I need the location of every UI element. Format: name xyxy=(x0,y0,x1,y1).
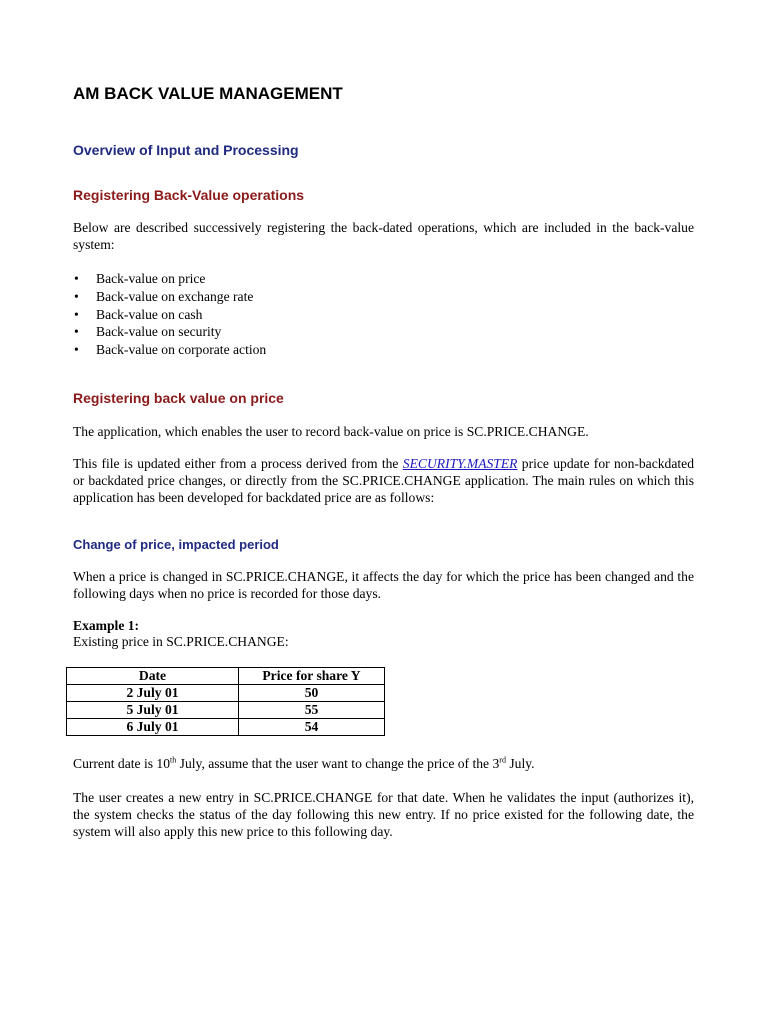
table-cell-price: 54 xyxy=(239,719,385,736)
back-value-list xyxy=(73,270,266,359)
intro-paragraph: Below are described successively registering the back-dated operations, which are included in the back-value system: xyxy=(73,220,694,252)
current-date-text-3: July. xyxy=(505,756,535,771)
list-item-label: Back-value on exchange rate xyxy=(96,288,254,304)
bullet-icon: • xyxy=(74,288,79,304)
table-row xyxy=(67,719,385,736)
bullet-icon: • xyxy=(74,271,79,286)
file-paragraph-text-start: This file is updated either from a process derived from the xyxy=(73,456,403,471)
list-item-label: Back-value on price xyxy=(96,271,206,286)
list-item-label: Back-value on corporate action xyxy=(96,342,267,358)
table-header-row xyxy=(67,668,385,685)
list-item xyxy=(73,306,266,324)
list-item xyxy=(73,270,266,288)
table-cell-date: 2 July 01 xyxy=(67,685,239,702)
final-paragraph: The user creates a new entry in SC.PRICE.CHANGE for that date. When he validates the input (authorizes it), the system checks the status of the day following this new entry. If no price existed for the following date, the system will also apply this new price to this following day. xyxy=(73,790,694,839)
table-row xyxy=(67,702,385,719)
column-header-date: Date xyxy=(67,668,239,685)
overview-heading: Overview of Input and Processing xyxy=(73,142,299,158)
example-label: Example 1: xyxy=(73,618,140,633)
price-table xyxy=(66,667,385,736)
list-item xyxy=(73,288,266,306)
ordinal-suffix: rd xyxy=(499,755,506,765)
file-paragraph-text-end: price update for non-backdated or backdated price changes, or directly from the SC.PRICE.CHANGE application. The main rules on which this application has been developed for backdated price are as follows: xyxy=(73,456,694,505)
list-item-label: Back-value on security xyxy=(96,324,222,340)
table-cell-date: 5 July 01 xyxy=(67,702,239,719)
current-date-line xyxy=(73,755,535,772)
bullet-icon: • xyxy=(74,306,79,322)
list-item-label: Back-value on cash xyxy=(96,306,203,322)
list-item xyxy=(73,323,266,341)
table-cell-date: 6 July 01 xyxy=(67,719,239,736)
document-title: AM BACK VALUE MANAGEMENT xyxy=(73,84,343,103)
table-row xyxy=(67,685,385,702)
file-paragraph xyxy=(73,455,694,506)
table-cell-price: 50 xyxy=(239,685,385,702)
current-date-text-1: Current date is 10 xyxy=(73,756,171,771)
current-date-text-2: July, assume that the user want to change the price of the 3 xyxy=(176,756,500,771)
application-sentence: The application, which enables the user to record back-value on price is SC.PRICE.CHANGE. xyxy=(73,424,589,439)
security-master-link[interactable]: SECURITY.MASTER xyxy=(402,456,518,471)
column-header-price: Price for share Y xyxy=(239,668,385,685)
change-paragraph: When a price is changed in SC.PRICE.CHANGE, it affects the day for which the price has been changed and the following days when no price is recorded for those days. xyxy=(73,569,694,601)
bullet-icon: • xyxy=(74,324,79,340)
ordinal-suffix: th xyxy=(170,755,177,765)
change-heading: Change of price, impacted period xyxy=(73,537,279,552)
existing-price-line: Existing price in SC.PRICE.CHANGE: xyxy=(73,634,289,649)
table-cell-price: 55 xyxy=(239,702,385,719)
list-item xyxy=(73,341,266,359)
registering-heading: Registering Back-Value operations xyxy=(73,187,305,203)
price-heading: Registering back value on price xyxy=(73,390,284,406)
bullet-icon: • xyxy=(74,342,79,358)
